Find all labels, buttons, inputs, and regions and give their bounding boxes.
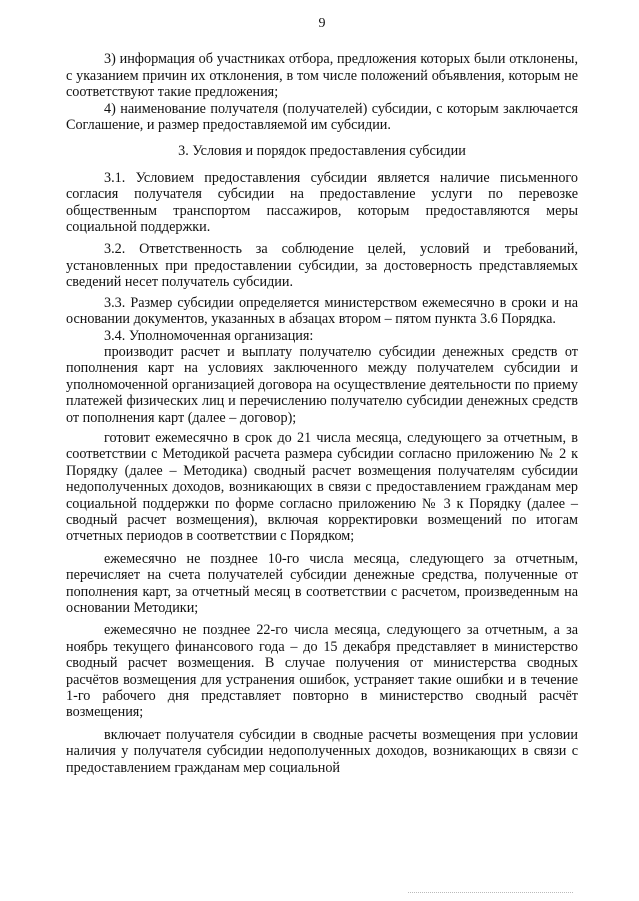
footer-dotted-line xyxy=(408,892,573,893)
list-item-3: 3) информация об участниках отбора, предложения которых были отклонены, с указанием причин их отклонения, в том числе положений объявления, которым не соответствуют такие предложения; xyxy=(66,51,578,101)
paragraph-3-4-d: ежемесячно не позднее 22-го числа месяца, следующего за отчетным, а за ноябрь текущего финансового года – до 15 декабря представляет в министерство сводный расчет возмещения. В случае получения от министерства сводных расчётов возмещения для устранения ошибок, устраняет такие ошибки и в течение 1-го рабочего дня представляет повторно в министерство сводный расчёт возмещения; xyxy=(66,622,578,721)
paragraph-3-1: 3.1. Условием предоставления субсидии является наличие письменного согласия получателя субсидии на предоставление услуги по перевозке общественным транспортом пассажиров, которым предоставляются меры социальной поддержки. xyxy=(66,169,578,236)
paragraph-3-4-e: включает получателя субсидии в сводные расчеты возмещения при условии наличия у получателя субсидии недополученных доходов, возникающих в связи с предоставлением гражданам мер социальной xyxy=(66,726,578,776)
list-item-4: 4) наименование получателя (получателей) субсидии, с которым заключается Соглашение, и размер предоставляемой им субсидии. xyxy=(66,100,578,134)
paragraph-3-2: 3.2. Ответственность за соблюдение целей, условий и требований, установленных при предоставлении субсидии, за достоверность представляемых сведений несет получатель субсидии. xyxy=(66,241,578,291)
paragraph-3-4-c: ежемесячно не позднее 10-го числа месяца, следующего за отчетным, перечисляет на счета получателей субсидии денежные средства, полученные от пополнения карт, за отчетный месяц в соответствии с расчетом, произведенным на основании Методики; xyxy=(66,550,578,616)
paragraph-3-4-b: готовит ежемесячно в срок до 21 числа месяца, следующего за отчетным, в соответствии с Методикой расчета размера субсидии согласно приложению № 2 к Порядку (далее – Методика) сводный расчет возмещения получателям субсидии недополученных доходов, возникающих в связи с предоставлением гражданам мер социальной поддержки по форме согласно приложению № 3 к Порядку (далее – сводный расчет возмещения), включая корректировки возмещений по итогам отчетных периодов в соответствии с Порядком; xyxy=(66,429,578,545)
paragraph-3-4: 3.4. Уполномоченная организация: xyxy=(104,327,314,344)
page-number: 9 xyxy=(318,16,326,31)
section-heading: 3. Условия и порядок предоставления субсидии xyxy=(178,143,466,160)
paragraph-3-3: 3.3. Размер субсидии определяется министерством ежемесячно в сроки и на основании документов, указанных в абзацах втором – пятом пункта 3.6 Порядка. xyxy=(66,294,578,328)
document-page xyxy=(66,16,578,776)
paragraph-3-4-a: производит расчет и выплату получателю субсидии денежных средств от пополнения карт на условиях заключенного между получателем субсидии и уполномоченной организацией договора на осуществление деятельности по приему платежей физических лиц и перечислению получателю субсидии денежных средств от пополнения карт (далее – договор); xyxy=(66,343,578,426)
